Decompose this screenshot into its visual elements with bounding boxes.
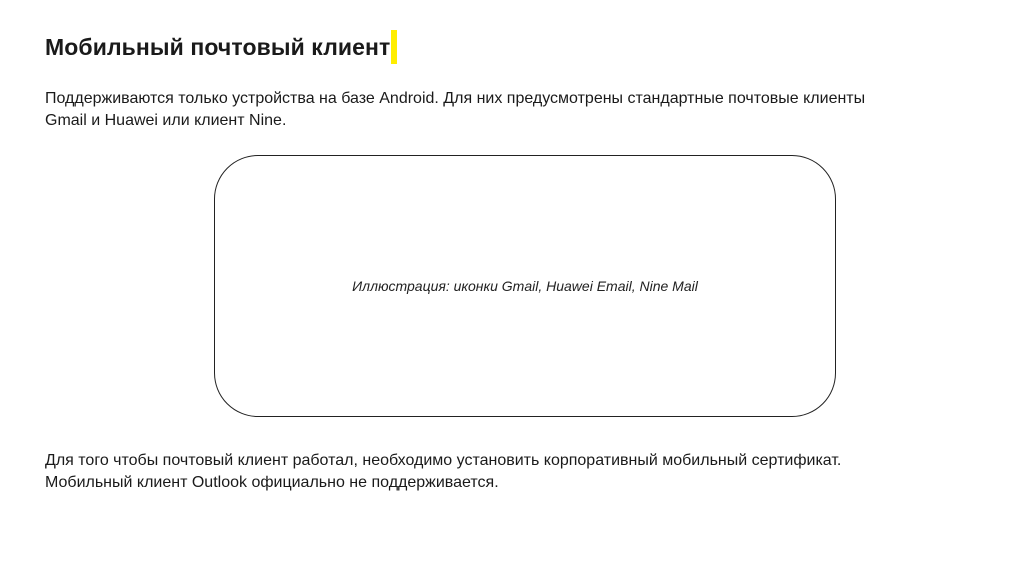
note-paragraph [45,450,985,494]
illustration-caption: Иллюстрация: иконки Gmail, Huawei Email, Nine Mail [352,278,698,294]
slide-title: Мобильный почтовый клиент [45,33,391,60]
intro-line-1: Поддерживаются только устройства на базе Android. Для них предусмотрены стандартные почтовые клиенты [45,90,866,107]
note-line-1: Для того чтобы почтовый клиент работал, необходимо установить корпоративный мобильный сертификат. [45,452,842,469]
note-line-2: Мобильный клиент Outlook официально не поддерживается. [45,474,499,491]
intro-line-2: Gmail и Huawei или клиент Nine. [45,112,287,129]
illustration-placeholder [214,155,836,417]
intro-paragraph [45,88,985,132]
title-row [45,30,397,64]
title-accent-bar [391,30,397,64]
